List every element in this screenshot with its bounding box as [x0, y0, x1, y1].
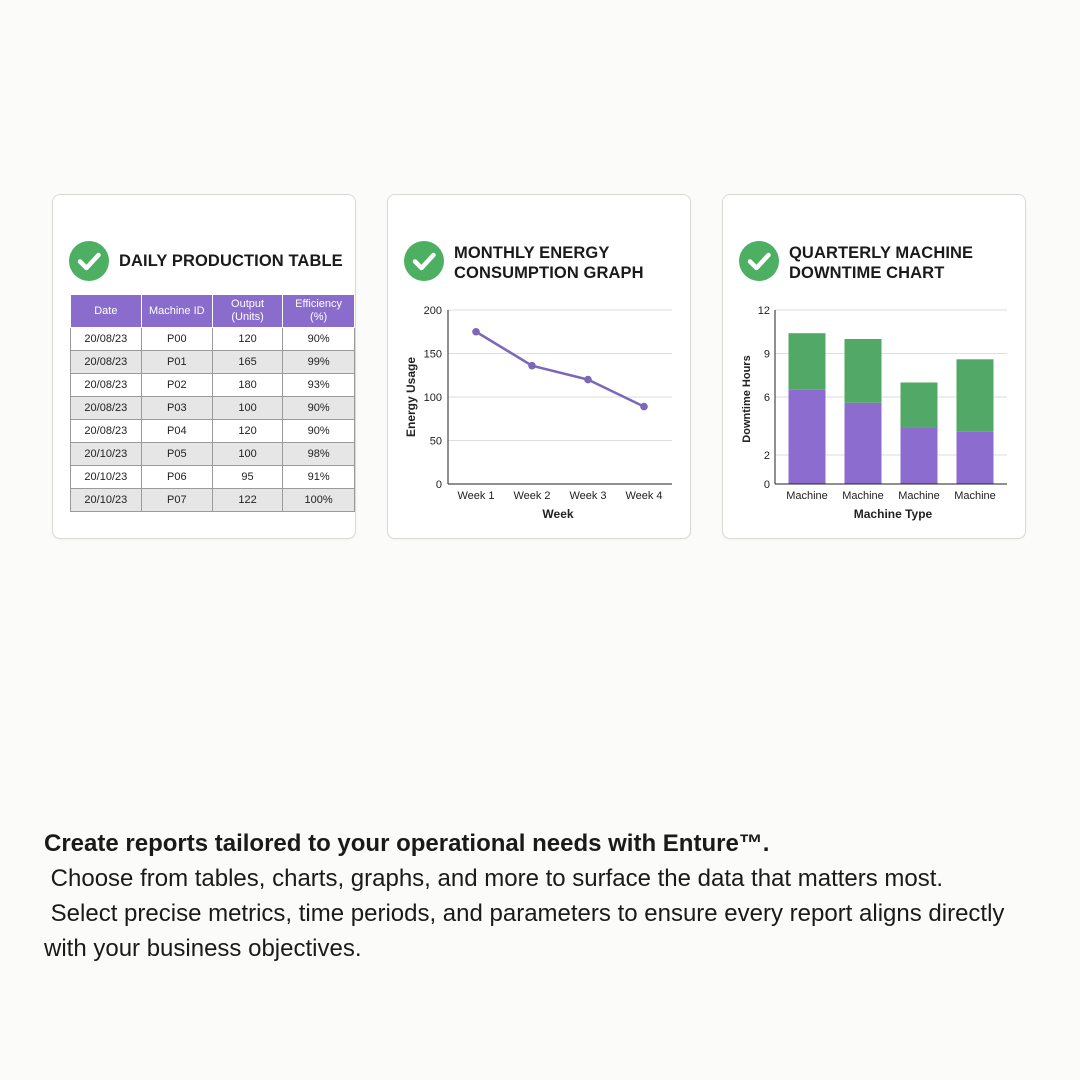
table-cell: P04	[141, 420, 212, 443]
x-tick-label: Week 4	[625, 490, 663, 502]
downtime-bar-chart	[723, 195, 1027, 540]
caption-headline: Create reports tailored to your operational needs with Enture™.	[44, 830, 770, 857]
x-tick-label: Week 3	[569, 490, 607, 502]
table-cell: 99%	[283, 351, 355, 374]
table-cell: 100	[212, 443, 282, 466]
table-cell: P06	[141, 466, 212, 489]
column-header: Output (Units)	[212, 295, 282, 328]
table-row	[71, 443, 355, 466]
data-point	[584, 376, 592, 384]
table-cell: P05	[141, 443, 212, 466]
table-cell: 100%	[283, 489, 355, 512]
table-cell: 20/10/23	[71, 466, 142, 489]
table-cell: 90%	[283, 328, 355, 351]
x-axis-label: Week	[542, 507, 574, 521]
table-row	[71, 397, 355, 420]
energy-graph-card	[387, 194, 691, 539]
x-tick-label: Week 2	[513, 490, 551, 502]
x-axis-label: Machine Type	[853, 507, 933, 521]
y-tick-label: 200	[423, 305, 442, 317]
table-cell: P01	[141, 351, 212, 374]
column-header: Machine ID	[141, 295, 212, 328]
y-tick-label: 2	[763, 450, 770, 462]
y-tick-label: 0	[435, 479, 442, 491]
production-table	[70, 294, 355, 512]
table-row	[71, 466, 355, 489]
table-cell: P02	[141, 374, 212, 397]
table-cell: 95	[212, 466, 282, 489]
table-cell: 90%	[283, 397, 355, 420]
card-title: QUARTERLY MACHINE DOWNTIME CHART	[789, 244, 974, 282]
caption	[44, 826, 1044, 966]
table-cell: 20/10/23	[71, 489, 142, 512]
table-row	[71, 489, 355, 512]
table-cell: P00	[141, 328, 212, 351]
check-icon	[69, 241, 109, 281]
table-cell: 122	[212, 489, 282, 512]
card-title: DAILY PRODUCTION TABLE	[119, 252, 343, 270]
downtime-chart-card	[722, 194, 1026, 539]
table-cell: 20/08/23	[71, 374, 142, 397]
energy-series-line	[476, 332, 644, 407]
data-point	[640, 403, 648, 411]
table-cell: 20/08/23	[71, 351, 142, 374]
table-cell: 93%	[283, 374, 355, 397]
column-header: Efficiency (%)	[283, 295, 355, 328]
table-row	[71, 374, 355, 397]
table-cell: P07	[141, 489, 212, 512]
y-tick-label: 150	[423, 348, 442, 361]
table-cell: 120	[212, 420, 282, 443]
y-tick-label: 6	[763, 392, 770, 404]
table-cell: 90%	[283, 420, 355, 443]
x-tick-label: Week 1	[457, 490, 495, 502]
energy-line-chart	[388, 195, 692, 540]
data-point	[528, 362, 536, 370]
bar-segment-upper	[789, 333, 826, 390]
column-header: Date	[71, 295, 142, 328]
table-cell: 20/08/23	[71, 397, 142, 420]
bar-segment-upper	[901, 383, 938, 428]
card-title: MONTHLY ENERGY CONSUMPTION GRAPH	[454, 244, 644, 282]
bar-segment-lower	[789, 390, 826, 484]
x-tick-label: Machine	[898, 490, 940, 502]
bar-segment-lower	[957, 432, 994, 484]
x-tick-label: Machine	[954, 490, 996, 502]
y-tick-label: 0	[763, 479, 770, 491]
table-cell: 20/08/23	[71, 420, 142, 443]
caption-line: Choose from tables, charts, graphs, and more to surface the data that matters most.	[44, 865, 944, 892]
table-cell: 91%	[283, 466, 355, 489]
y-tick-label: 9	[763, 348, 770, 361]
table-cell: P03	[141, 397, 212, 420]
table-row	[71, 328, 355, 351]
table-header-row	[71, 295, 355, 328]
bar-segment-lower	[845, 403, 882, 484]
bar-segment-lower	[901, 427, 938, 484]
x-tick-label: Machine	[842, 490, 884, 502]
table-cell: 120	[212, 328, 282, 351]
table-cell: 20/10/23	[71, 443, 142, 466]
production-table-card	[52, 194, 356, 539]
y-tick-label: 100	[423, 392, 442, 404]
table-cell: 20/08/23	[71, 328, 142, 351]
caption-line: Select precise metrics, time periods, and parameters to ensure every report aligns directly with your business objectives.	[44, 900, 1012, 962]
y-axis-label: Energy Usage	[404, 356, 418, 438]
y-axis-label: Downtime Hours	[741, 355, 753, 443]
y-tick-label: 12	[757, 305, 770, 317]
bar-segment-upper	[845, 339, 882, 403]
x-tick-label: Machine	[786, 490, 828, 502]
table-row	[71, 351, 355, 374]
data-point	[472, 328, 480, 336]
table-cell: 180	[212, 374, 282, 397]
y-tick-label: 50	[429, 435, 442, 448]
table-cell: 165	[212, 351, 282, 374]
bar-segment-upper	[957, 359, 994, 432]
table-cell: 100	[212, 397, 282, 420]
table-cell: 98%	[283, 443, 355, 466]
table-row	[71, 420, 355, 443]
